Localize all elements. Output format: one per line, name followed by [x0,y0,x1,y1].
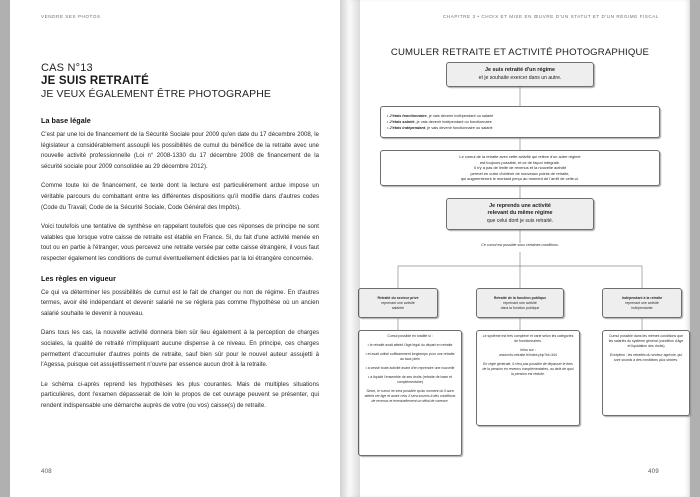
branch-subline: reprenant une activité [381,300,415,305]
box-branch-fonction-publique [476,288,564,318]
branch-header: Indépendant à la retraite [621,295,663,300]
situations-list [381,113,659,132]
left-page [10,0,350,497]
cumul-line: est toujours possible, et ce de façon intégrale. [479,159,561,165]
box-root [446,62,594,87]
right-page [350,0,690,497]
branch-subline: salariée [391,305,405,310]
paragraph: Dans tous les cas, la nouvelle activité donnera bien sûr lieu également à la perception de charges sociales, la qualité de retraité n'impliquant aucune dispense à ce niveau. En principe, ces charges permettent d'accumuler d'autres points de retraite, sauf bien sûr pour le nouvel auteur assujetti à l'Agessa, puisque cet assujettissement n'ouvre par essence aucun droit à la retraite. [41,329,319,369]
list-item: • J'étais fonctionnaire, je vais devenir indépendant ou salarié [387,113,494,118]
meme-regime-line2: relevant du même régime [487,210,553,217]
case-number: CAS N°13 [41,62,93,74]
box-detail-prive [358,330,462,456]
situation-lead: J'étais salarié [389,119,415,124]
caption-conditions: Ce cumul est possible sous certaines conditions. [481,243,559,247]
cumul-line: Il n'y a pas de limite de revenus et la nouvelle activité [473,165,567,171]
left-page-body [41,62,319,411]
paragraph: Voici toutefois une tentative de synthèse en rappelant toutefois que ces réponses de principe ne sont valables que lorsque votre caisse de retraite est établie en France. Si, du fait d'une activité menée en tout ou en partie à l'étranger, vous percevez une retraite versée par cette caisse étrangère, il vous faut respecter également les conditions de cumul éventuellement édictées par la loi étrangère concernée. [41,223,319,262]
meme-regime-line1: Je reprends une activité [489,203,551,210]
detail-title: Le système est très complexe et varie selon les catégories de fonctionnaires. [482,334,574,343]
branch-subline: dans la fonction publique [500,305,540,310]
box-cumul-autre-regime [380,150,660,186]
paragraph: Comme toute loi de financement, ce texte dont la lecture est particulièrement ardue impose un véritable parcours du combattant entre les différentes dispositions qu'il modifie dans d'autres codes (Code du Travail, Code de la Sécurité Sociale, Code Général des Impôts). [41,182,319,211]
situation-rest: , je vais devenir fonctionnaire ou salarié [425,126,493,131]
detail-title: Cumul possible en totalité si : [387,334,433,338]
paragraph: Le schéma ci-après reprend les hypothèses les plus courantes. Mais de multiples situations particulières, dont l'examen dépasserait de loin le propos de cet ouvrage peuvent se présenter, qui rendent indispensable une démarche auprès de votre (ou vos) caisse(s) de retraite. [41,380,319,409]
box-detail-independant [602,330,690,416]
case-title-bold: JE SUIS RETRAITÉ [41,75,149,87]
section-regles-en-vigueur [41,274,319,412]
branch-header: Retraité de la fonction publique [493,295,547,300]
box-detail-fonction-publique [476,330,580,426]
box-situations [380,106,660,138]
situation-rest: , je vais devenir indépendant ou fonctionnaire [414,119,492,124]
list-item: • J'étais salarié, je vais devenir indépendant ou fonctionnaire [387,119,492,124]
box-root-line2: et je souhaite exercer dans un autre. [478,74,562,81]
running-head-left: VENDRE SES PHOTOS [41,14,101,19]
box-branch-independant [602,288,682,318]
detail-title: Cumul possible dans les mêmes conditions que les salariés du système général (condition d'âge et liquidation des droits) [608,334,684,348]
paragraph: C'est par une loi de financement de la Sécurité Sociale pour 2009 qu'en date du 17 décembre 2008, le législateur a considérablement assoupli les possibilités de cumul du bénéfice de la retraite avec une nouvelle activité professionnelle (Loi n° 2008-1330 du 17 décembre 2008 de financement de la sécurité sociale pour 2009 consolidée au 29 décembre 2012). [41,131,319,170]
situation-lead: J'étais indépendant [389,126,426,131]
box-root-line1: Je suis retraité d'un régime [485,67,555,74]
list-item: • J'étais indépendant, je vais devenir fonctionnaire ou salarié [387,126,493,131]
detail-bullet: • a liquidé l'ensemble de ses droits (retraite de base et complémentaire) [368,375,452,384]
branch-subline: reprenant une activité [625,300,659,305]
detail-note: En règle générale, il n'est pas possible de dépasser le tiers de la pension en revenus complémentaires, au delà de quoi la pension est réduite. [482,362,574,376]
detail-note: Exception : les retraités du secteur agricole, qui sont soumis à des conditions plus strictes. [609,353,683,362]
branch-subline: reprenant une activité [503,300,537,305]
detail-bullet: • a cessé toute activité avant d'en reprendre une nouvelle [365,366,455,370]
branch-header: Retraité du secteur privé [377,295,419,300]
diagram-title: CUMULER RETRAITE ET ACTIVITÉ PHOTOGRAPHIQUE [390,47,650,58]
detail-bullet: • le retraité avait atteint l'âge légal du départ en retraite [367,343,453,347]
situation-rest: , je vais devenir indépendant ou salarié [426,113,494,118]
detail-note: Sinon, le cumul ne sera possible qu'au moment où il aura atteint cet âge et avant cela, il sera soumis à des conditions de revenus et éventuellement un délai de carence. [364,389,456,403]
cumul-line: permet en outre d'obtenir de nouveaux points de retraite, [470,170,570,176]
flowchart-diagram [350,0,690,497]
section-heading: Les règles en vigueur [41,273,116,283]
box-branch-prive [358,288,438,318]
cumul-line: qui augmenteront le montant perçu au moment de l'arrêt de celle-ci. [460,176,580,182]
situation-lead: J'étais fonctionnaire [389,113,427,118]
running-head-right: CHAPITRE 3 • CHOIX ET MISE EN ŒUVRE D'UN STATUT ET D'UN RÉGIME FISCAL [443,14,659,19]
page-number-left: 408 [41,469,52,475]
cumul-line: Le cumul de la retraite avec cette activité qui relève d'un autre régime [459,154,581,160]
meme-regime-line3: que celui dont je suis retraité. [486,217,554,224]
box-meme-regime [446,198,594,230]
case-title-sub: JE VEUX ÉGALEMENT ÊTRE PHOTOGRAPHE [41,88,271,100]
detail-url[interactable]: www.info-retraite.fr/index.php?id=344 [499,353,557,357]
detail-bullet: Infos sur : [520,348,536,352]
page-number-right: 409 [648,469,659,475]
section-base-legale [41,116,319,265]
paragraph: Ce qui va déterminer les possibilités de cumul est le fait de changer ou non de régime. En d'autres termes, avoir été indépendant et devenir salarié ne se réglera pas comme l'hypothèse où un ancien salarié souhaite le devenir à nouveau. [41,288,319,317]
section-heading: La base légale [41,116,91,125]
detail-bullet: • et avait cotisé suffisamment longtemps pour une retraite au taux plein [365,352,455,361]
branch-subline: indépendante [631,305,653,310]
